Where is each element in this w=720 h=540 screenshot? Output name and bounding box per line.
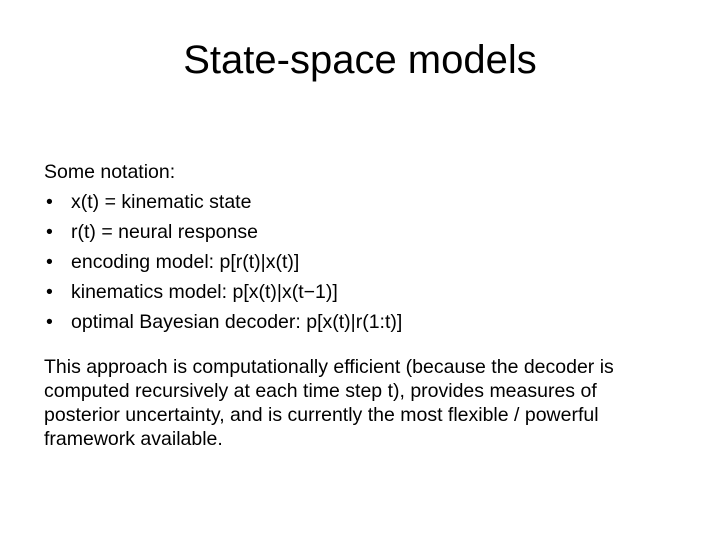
bullet-icon: • [46, 251, 53, 273]
notation-list [44, 187, 674, 337]
slide-body [44, 157, 674, 451]
list-item-text: kinematics model: p[x(t)|x(t−1)] [71, 281, 338, 303]
bullet-icon: • [46, 191, 53, 213]
bullet-icon: • [46, 221, 53, 243]
list-item [44, 217, 674, 247]
list-item-text: x(t) = kinematic state [71, 191, 252, 213]
summary-paragraph: This approach is computationally efficient (because the decoder is computed recursively at each time step t), provides measures of posterior uncertainty, and is currently the most flexible / powerful framework available. [44, 356, 614, 450]
list-item [44, 277, 674, 307]
slide-title: State-space models [183, 38, 537, 82]
list-item [44, 307, 674, 337]
list-item [44, 187, 674, 217]
list-item-text: encoding model: p[r(t)|x(t)] [71, 251, 300, 273]
list-item [44, 247, 674, 277]
bullet-icon: • [46, 281, 53, 303]
bullet-icon: • [46, 311, 53, 333]
notation-intro: Some notation: [44, 161, 176, 183]
list-item-text: optimal Bayesian decoder: p[x(t)|r(1:t)] [71, 311, 403, 333]
list-item-text: r(t) = neural response [71, 221, 258, 243]
